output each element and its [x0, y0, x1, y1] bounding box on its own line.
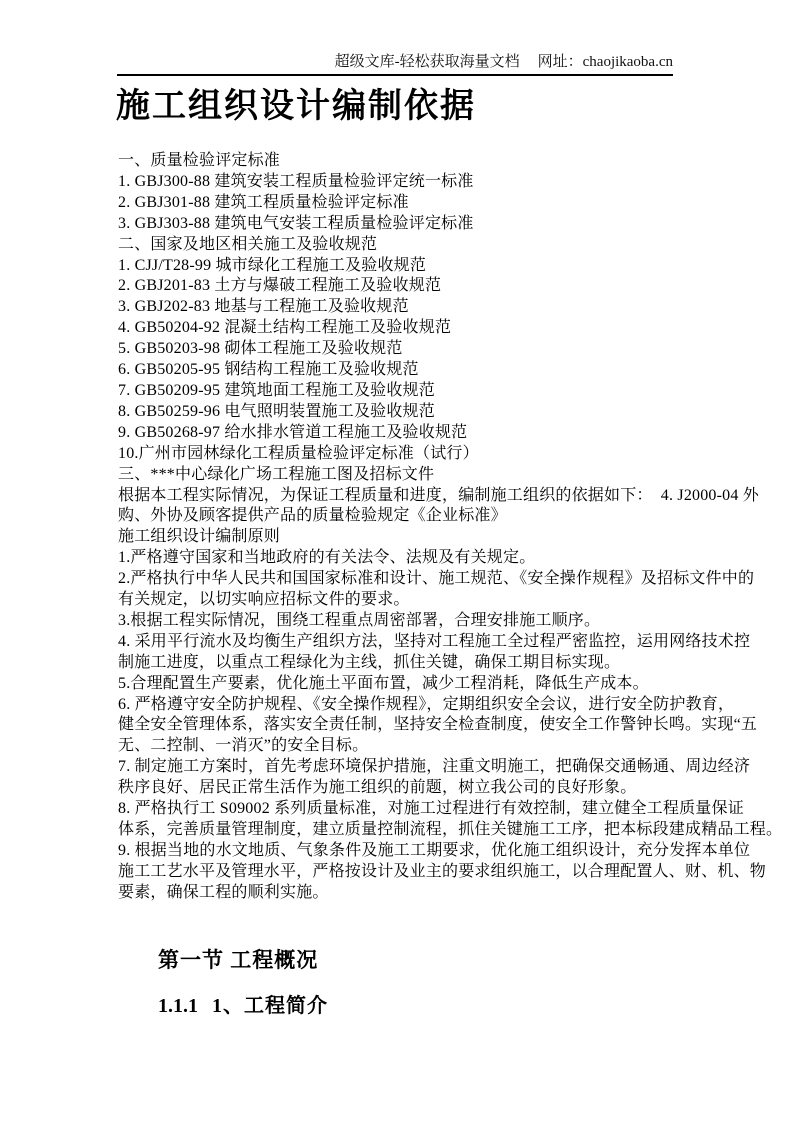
body-line: 1. GBJ300-88 建筑安装工程质量检验评定统一标准 [118, 172, 474, 190]
body-line: 9. GB50268-97 给水排水管道工程施工及验收规范 [118, 423, 468, 441]
body-line: 三、***中心绿化广场工程施工图及招标文件 [118, 465, 435, 483]
body-line: 施工工艺水平及管理水平，严格按设计及业主的要求组织施工，以合理配置人、财、机、物 [118, 862, 767, 880]
body-line: 3. GBJ202-83 地基与工程施工及验收规范 [118, 298, 409, 316]
body-line: 6. GB50205-95 钢结构工程施工及验收规范 [118, 361, 419, 379]
body-line: 9. 根据当地的水文地质、气象条件及施工工期要求，优化施工组织设计，充分发挥本单位 [118, 841, 751, 859]
subsection-heading [158, 994, 328, 1018]
header-url: chaojikaoba.cn [582, 54, 673, 70]
body-line: 1.严格遵守国家和当地政府的有关法令、法规及有关规定。 [118, 549, 536, 567]
subsection-title: 1、工程简介 [212, 995, 328, 1017]
body-line: 5.合理配置生产要素，优化施土平面布置，减少工程消耗，降低生产成本。 [118, 674, 649, 692]
body-line: 2. GBJ301-88 建筑工程质量检验评定标准 [118, 193, 409, 211]
body-line: 2.严格执行中华人民共和国国家标准和设计、施工规范、《安全操作规程》及招标文件中的 [118, 570, 755, 588]
body-line: 7. 制定施工方案时，首先考虑环境保护措施，注重文明施工，把确保交通畅通、周边经济 [118, 758, 751, 776]
body-line: 秩序良好、居民正常生活作为施工组织的前题，树立我公司的良好形象。 [118, 779, 637, 797]
body-line: 无、二控制、一消灭”的安全目标。 [118, 737, 369, 755]
body-line: 8. GB50259-96 电气照明装置施工及验收规范 [118, 402, 435, 420]
page-header [117, 53, 673, 71]
body-line: 4. GB50204-92 混凝土结构工程施工及验收规范 [118, 319, 452, 337]
body-line: 5. GB50203-98 砌体工程施工及验收规范 [118, 340, 403, 358]
body-line: 根据本工程实际情况，为保证工程质量和进度，编制施工组织的依据如下： 4. J2000-04 外 [118, 486, 759, 504]
body-line: 2. GBJ201-83 土方与爆破工程施工及验收规范 [118, 277, 442, 295]
header-url-label: 网址： [537, 54, 583, 70]
body-line: 有关规定，以切实响应招标文件的要求。 [118, 591, 410, 609]
body-line: 要素，确保工程的顺利实施。 [118, 883, 329, 901]
section-heading: 第一节 工程概况 [158, 948, 319, 972]
body-line: 3. GBJ303-88 建筑电气安装工程质量检验评定标准 [118, 214, 474, 232]
document-title: 施工组织设计编制依据 [116, 88, 476, 125]
header-divider-line [117, 74, 673, 76]
body-line: 一、质量检验评定标准 [118, 152, 281, 169]
document-body [118, 151, 783, 904]
body-line: 健全安全管理体系，落实安全责任制，坚持安全检查制度，使安全工作警钟长鸣。实现“五 [118, 716, 758, 734]
subsection-number: 1.1.1 [158, 995, 198, 1017]
body-line: 施工组织设计编制原则 [118, 528, 281, 546]
body-line: 4. 采用平行流水及均衡生产组织方法，坚持对工程施工全过程严密监控，运用网络技术控 [118, 632, 751, 650]
body-line: 10.广州市园林绿化工程质量检验评定标准（试行） [118, 444, 479, 462]
header-site-name: 超级文库-轻松获取海量文档 [334, 54, 520, 70]
body-line: 购、外协及顾客提供产品的质量检验规定《企业标准》 [118, 507, 507, 525]
body-line: 3.根据工程实际情况，围绕工程重点周密部署，合理安排施工顺序。 [118, 611, 601, 629]
body-line: 制施工进度，以重点工程绿化为主线，抓住关键，确保工期目标实现。 [118, 653, 621, 671]
body-line: 1. CJJ/T28-99 城市绿化工程施工及验收规范 [118, 256, 427, 274]
body-line: 体系，完善质量管理制度，建立质量控制流程，抓住关键施工工序，把本标段建成精品工程。 [118, 821, 783, 838]
body-line: 6. 严格遵守安全防护规程、《安全操作规程》，定期组织安全会议，进行安全防护教育， [118, 695, 735, 713]
body-line: 7. GB50209-95 建筑地面工程施工及验收规范 [118, 381, 435, 399]
body-line: 8. 严格执行工 S09002 系列质量标准，对施工过程进行有效控制，建立健全工程质量保证 [118, 800, 744, 818]
body-line: 二、国家及地区相关施工及验收规范 [118, 235, 378, 253]
